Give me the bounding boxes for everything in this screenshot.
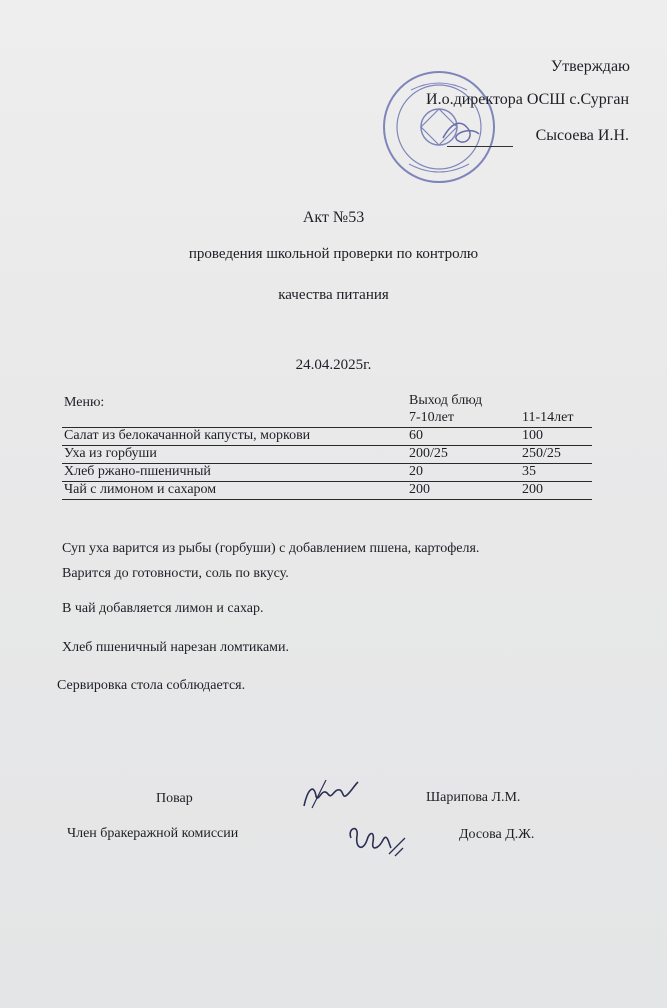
official-stamp-icon xyxy=(381,68,497,186)
age-col-1: 7-10лет xyxy=(409,410,454,425)
member-signature-icon xyxy=(345,818,407,860)
portion-11-14: 100 xyxy=(522,428,543,443)
portion-7-10: 200 xyxy=(409,482,430,497)
portion-11-14: 200 xyxy=(522,482,543,497)
dish-name: Салат из белокачанной капусты, моркови xyxy=(64,428,311,443)
dish-name: Чай с лимоном и сахаром xyxy=(64,482,217,497)
age-col-2: 11-14лет xyxy=(522,410,574,425)
dish-name: Уха из горбуши xyxy=(64,446,157,461)
table-row xyxy=(62,445,592,463)
menu-table xyxy=(62,393,592,500)
table-row xyxy=(62,481,592,500)
act-title: Акт №53 xyxy=(302,209,365,226)
cook-name: Шарипова Л.М. xyxy=(426,790,521,805)
member-role: Член бракеражной комиссии xyxy=(67,826,239,841)
portion-7-10: 60 xyxy=(409,428,423,443)
menu-label: Меню: xyxy=(64,395,105,410)
act-subtitle-2: качества питания xyxy=(278,287,389,303)
portion-11-14: 35 xyxy=(522,464,536,479)
signature-line xyxy=(447,146,513,147)
member-name: Досова Д.Ж. xyxy=(459,827,535,842)
portion-7-10: 200/25 xyxy=(409,446,448,461)
note-serving: Сервировка стола соблюдается. xyxy=(57,678,246,693)
director-position: И.о.директора ОСШ с.Сурган xyxy=(426,91,629,108)
note-soup: Суп уха варится из рыбы (горбуши) с добавлением пшена, картофеля. xyxy=(62,541,480,556)
approve-label: Утверждаю xyxy=(550,58,630,75)
note-cooking: Варится до готовности, соль по вкусу. xyxy=(62,566,289,581)
director-name: Сысоева И.Н. xyxy=(535,127,629,144)
act-subtitle: проведения школьной проверки по контролю xyxy=(188,246,479,262)
dish-name: Хлеб ржано-пшеничный xyxy=(64,464,211,479)
note-tea: В чай добавляется лимон и сахар. xyxy=(62,601,264,616)
cook-role: Повар xyxy=(156,791,193,806)
portion-11-14: 250/25 xyxy=(522,446,561,461)
output-header: Выход блюд xyxy=(409,393,483,408)
table-row xyxy=(62,427,592,445)
table-row xyxy=(62,463,592,481)
act-date: 24.04.2025г. xyxy=(295,357,372,373)
note-bread: Хлеб пшеничный нарезан ломтиками. xyxy=(62,640,290,655)
menu-header xyxy=(62,393,592,427)
portion-7-10: 20 xyxy=(409,464,423,479)
cook-signature-icon xyxy=(300,778,360,814)
